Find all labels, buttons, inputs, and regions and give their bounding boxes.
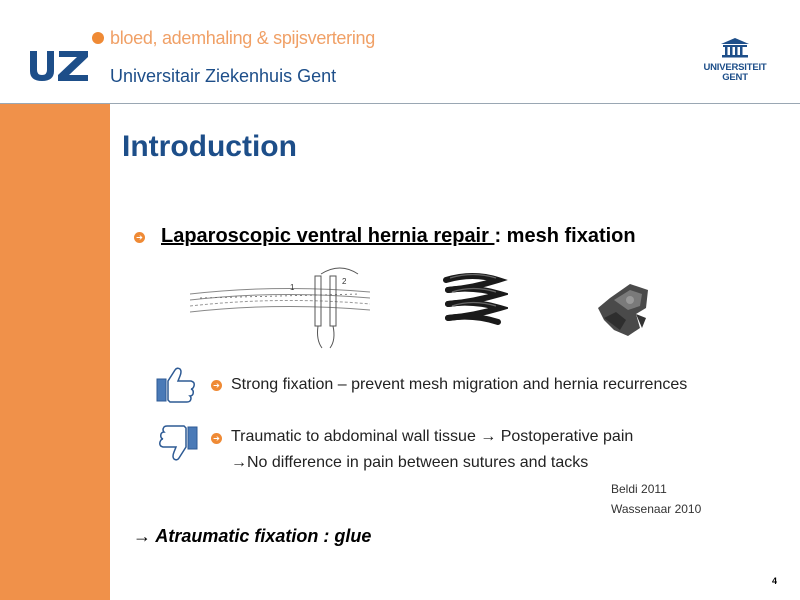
uz-logo [28,49,90,83]
slide-title: Introduction [122,130,297,163]
conclusion-text: → Atraumatic fixation : glue [133,526,372,546]
left-accent-bar [0,104,110,600]
reference-1: Beldi 2011 [611,482,667,496]
bullet-arrow-icon: ➔ [134,232,145,243]
spiral-coil-tack-image [438,272,508,328]
university-building-icon [720,38,750,58]
thumbs-down-icon [158,424,198,462]
slide-header [0,0,800,104]
cons-bullet-icon: ➔ [211,433,222,444]
suture-diagram-image [190,262,370,352]
cons-text-line1: Traumatic to abdominal wall tissue → Postoperative pain [231,428,634,445]
svg-text:1: 1 [290,283,295,292]
absorbable-tack-image [590,278,660,340]
pros-bullet-icon: ➔ [211,380,222,391]
thumbs-up-icon [156,366,196,404]
university-logo [703,38,767,83]
university-logo-line2: GENT [722,72,748,83]
organization-name: Universitair Ziekenhuis Gent [110,66,337,86]
svg-text:2: 2 [342,277,347,286]
pros-text: Strong fixation – prevent mesh migration and hernia recurrences [231,376,688,393]
university-logo-line1: UNIVERSITEIT [703,62,767,73]
reference-2: Wassenaar 2010 [611,502,702,516]
cons-text-line2: →No difference in pain between sutures and tacks [231,454,589,471]
page-number: 4 [772,576,778,586]
department-label: bloed, ademhaling & spijsvertering [110,28,375,48]
main-bullet-rest: : mesh fixation [494,225,636,247]
main-bullet [161,225,636,248]
main-bullet-underlined: Laparoscopic ventral hernia repair [161,225,495,247]
header-divider [0,103,800,104]
department-dot-icon [92,32,104,44]
